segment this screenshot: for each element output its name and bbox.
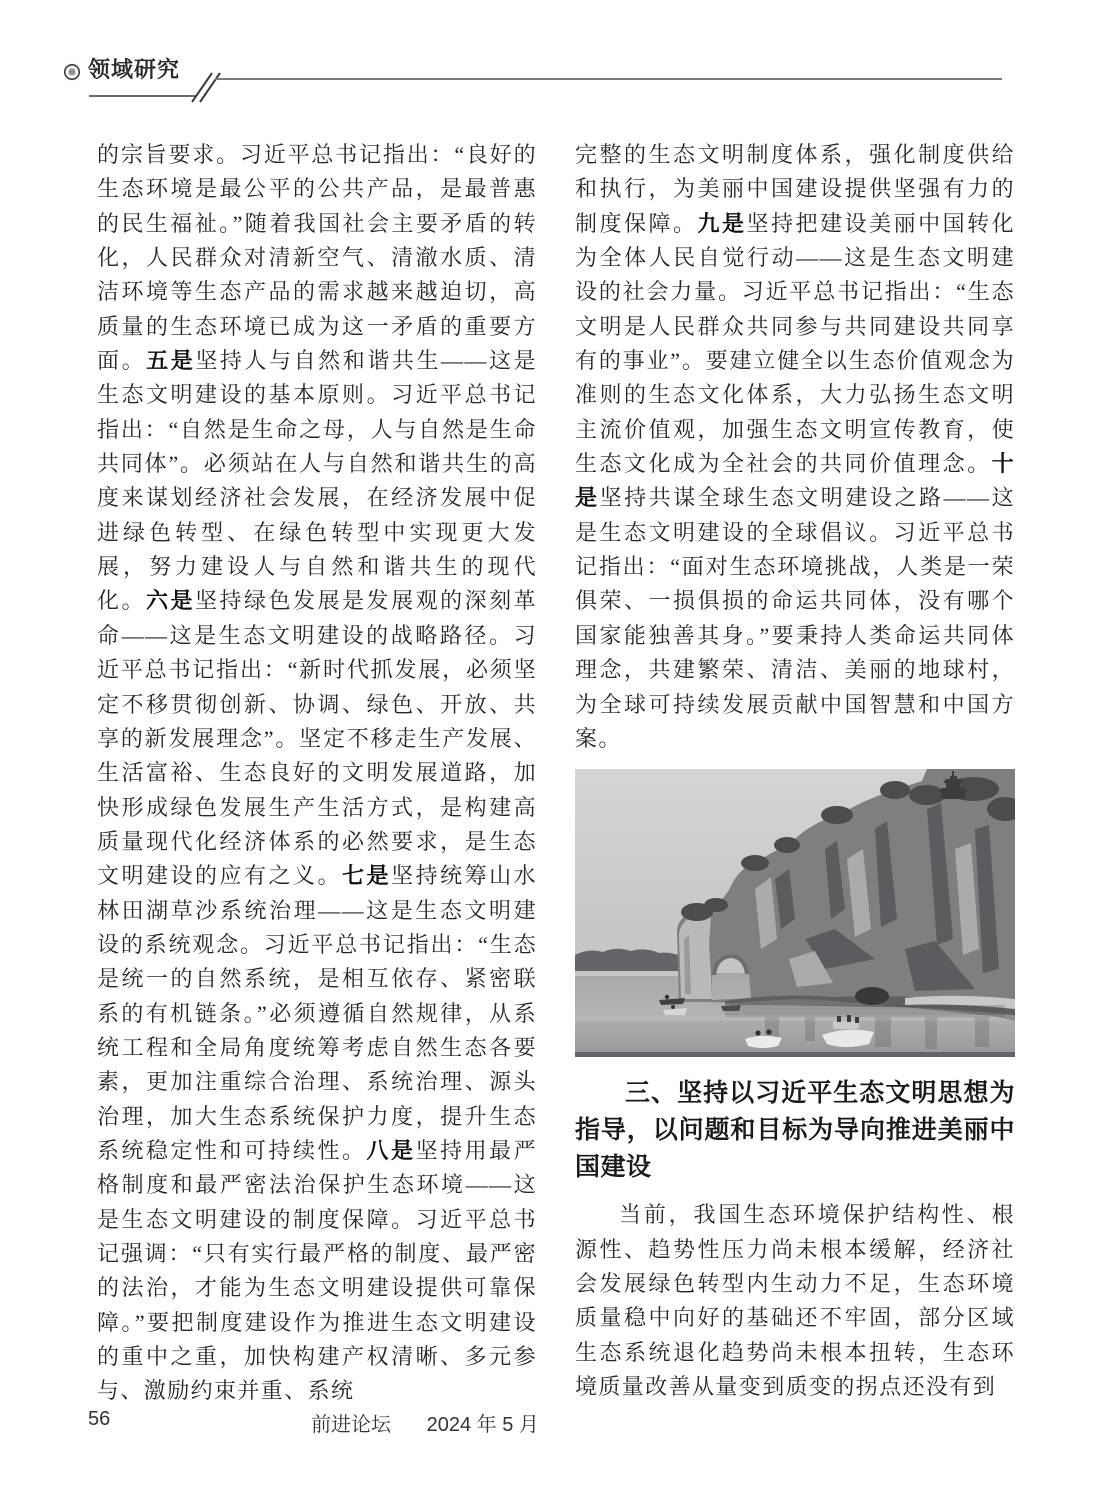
- header-rule: [0, 0, 1102, 110]
- trunk-highlight: [679, 914, 712, 999]
- body-paragraph: 当前，我国生态环境保护结构性、根源性、趋势性压力尚未根本缓解，经济社会发展绿色转型内生动力不足，生态环境质量稳中向好的基础还不牢固，部分区域生态系统退化趋势尚未根本扭转，生态环境质量改善从量变到质变的拐点还没有到: [575, 1202, 1015, 1399]
- right-column: [575, 138, 1015, 1404]
- page-footer: [0, 1408, 1102, 1438]
- cave-opening: [855, 987, 889, 1005]
- section-bullet-icon: [65, 65, 79, 79]
- body-paragraph-continued: 完整的生态文明制度体系，强化制度供给和执行，为美丽中国建设提供坚强有力的制度保障。九是坚持把建设美丽中国转化为全体人民自觉行动——这是生态文明建设的社会力量。习近平总书记指出：“生态文明是人民群众共同参与共同建设共同享有的事业”。要建立健全以生态价值观念为准则的生态文化体系，大力弘扬生态文明主流价值观，加强生态文明宣传教育，使生态文化成为全社会的共同价值理念。十是坚持共谋全球生态文明建设之路——这是生态文明建设的全球倡议。习近平总书记指出：“面对生态环境挑战，人类是一荣俱荣、一损俱损的命运共同体，没有哪个国家能独善其身。”要秉持人类命运共同体理念，共建繁荣、清洁、美丽的地球村，为全球可持续发展贡献中国智慧和中国方案。: [575, 142, 1015, 751]
- elephant-trunk-hill-photo: [575, 769, 1015, 1057]
- water-sheen: [575, 1015, 1015, 1021]
- issue-date: 2024 年 5 月: [426, 1414, 539, 1436]
- left-column: [97, 138, 537, 1409]
- section-label: 领域研究: [88, 57, 181, 82]
- photo-bottom-edge: [575, 1052, 1015, 1057]
- footer-journal-line: [0, 1408, 850, 1437]
- beach-strip: [575, 971, 695, 976]
- page-number: 56: [88, 1408, 111, 1430]
- section-heading: 三、坚持以习近平生态文明思想为指导，以问题和目标为导向推进美丽中国建设: [575, 1079, 1015, 1182]
- journal-name: 前进论坛: [311, 1414, 392, 1436]
- body-paragraph-continued: 的宗旨要求。习近平总书记指出：“良好的生态环境是最公平的公共产品，是最普惠的民生福祉。”随着我国社会主要矛盾的转化，人民群众对清新空气、清澈水质、清洁环境等生态产品的需求越来越迫切，高质量的生态环境已成为这一矛盾的重要方面。五是坚持人与自然和谐共生——这是生态文明建设的基本原则。习近平总书记指出：“自然是生命之母，人与自然是生命共同体”。必须站在人与自然和谐共生的高度来谋划经济社会发展，在经济发展中促进绿色转型、在绿色转型中实现更大发展，努力建设人与自然和谐共生的现代化。六是坚持绿色发展是发展观的深刻革命——这是生态文明建设的战略路径。习近平总书记指出：“新时代抓发展，必须坚定不移贯彻创新、协调、绿色、开放、共享的新发展理念”。坚定不移走生产发展、生活富裕、生态良好的文明发展道路，加快形成绿色发展生产生活方式，是构建高质量现代化经济体系的必然要求，是生态文明建设的应有之义。七是坚持统筹山水林田湖草沙系统治理——这是生态文明建设的系统观念。习近平总书记指出：“生态是统一的自然系统，是相互依存、紧密联系的有机链条。”必须遵循自然规律，从系统工程和全局角度统筹考虑自然生态各要素，更加注重综合治理、系统治理、源头治理，加大生态系统保护力度，提升生态系统稳定性和可持续性。八是坚持用最严格制度和最严密法治保护生态环境——这是生态文明建设的制度保障。习近平总书记强调：“只有实行最严格的制度、最严密的法治，才能为生态文明建设提供可靠保障。”要把制度建设作为推进生态文明建设的重中之重，加快构建产权清晰、多元参与、激励约束并重、系统: [97, 142, 537, 1404]
